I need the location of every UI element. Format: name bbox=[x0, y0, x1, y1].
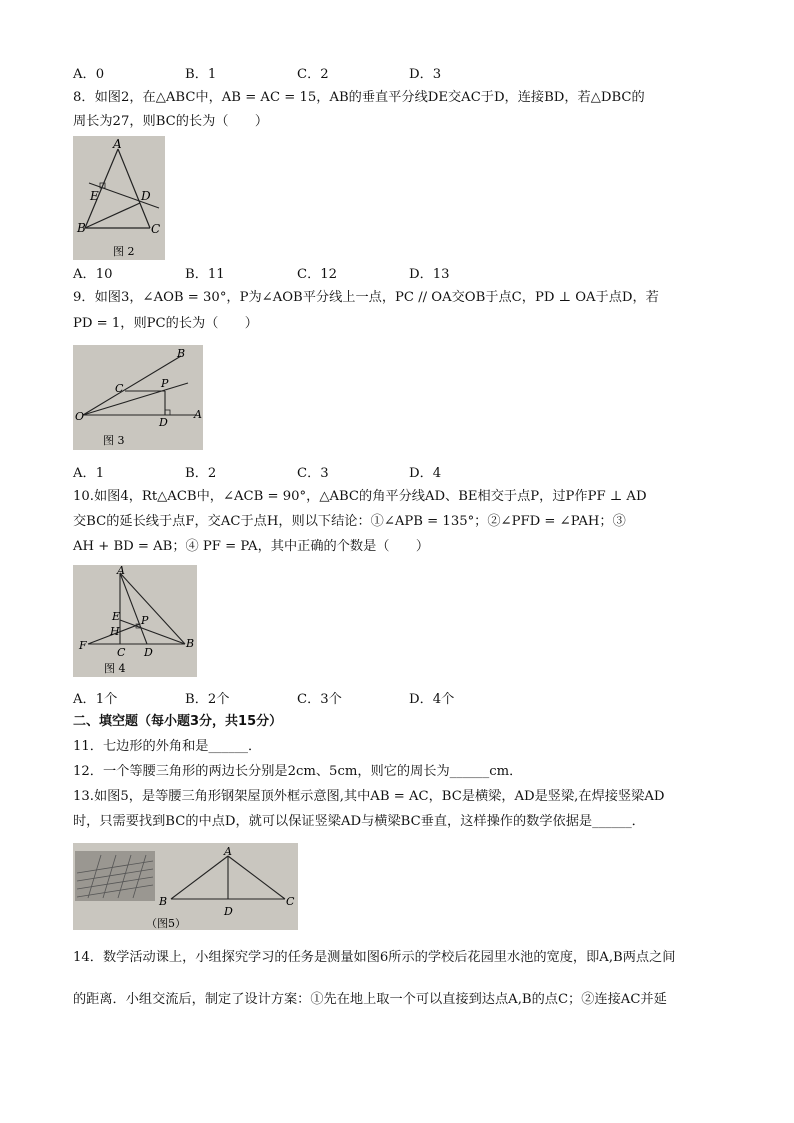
q14-stem-line2: 的距离．小组交流后，制定了设计方案：①先在地上取一个可以直接到达点A,B的点C；②连接AC并延 bbox=[73, 992, 667, 1007]
fig4-label-h: H bbox=[110, 625, 120, 638]
q10-stem-line3: AH + BD = AB；④ PF = PA，其中正确的个数是（ ） bbox=[73, 539, 430, 554]
q10-options bbox=[73, 688, 533, 708]
fig4-label-p: P bbox=[141, 614, 149, 627]
q8-stem-line1: 8．如图2，在△ABC中，AB = AC = 15，AB的垂直平分线DE交AC于D，连接BD，若△DBC的 bbox=[73, 90, 645, 105]
q9-stem-line1: 9．如图3，∠AOB = 30°，P为∠AOB平分线上一点，PC // OA交OB于点C，PD ⊥ OA于点D，若 bbox=[73, 290, 659, 305]
fig3-caption: 图 3 bbox=[103, 434, 125, 447]
fig5-label-d: D bbox=[224, 905, 233, 918]
q8-stem-line2: 周长为27，则BC的长为（ ） bbox=[73, 114, 269, 129]
fig4-label-b: B bbox=[186, 637, 195, 650]
fig5-label-b: B bbox=[159, 895, 168, 908]
fig3-label-d: D bbox=[159, 416, 168, 429]
q10-option-b: B．2个 bbox=[185, 692, 230, 707]
q8-options bbox=[73, 263, 533, 283]
section-2-title: 二、填空题（每小题3分，共15分） bbox=[73, 714, 283, 729]
q7-options bbox=[73, 63, 533, 83]
fig5-label-c: C bbox=[286, 895, 295, 908]
fig2-caption: 图 2 bbox=[113, 245, 135, 258]
fig3-label-o: O bbox=[75, 410, 85, 423]
fig4-label-e: E bbox=[112, 610, 121, 623]
q10-stem-line2: 交BC的延长线于点F，交AC于点H，则以下结论：①∠APB = 135°；②∠PFD = ∠PAH；③ bbox=[73, 514, 626, 529]
q10-stem-line1: 10.如图4，Rt△ACB中，∠ACB = 90°，△ABC的角平分线AD、BE相交于点P，过P作PF ⊥ AD bbox=[73, 489, 647, 504]
fig5-caption: （图5） bbox=[146, 917, 186, 930]
figure-2 bbox=[73, 136, 165, 260]
figure-5 bbox=[73, 843, 298, 930]
fig4-label-f: F bbox=[79, 639, 87, 652]
fig2-label-d: D bbox=[141, 189, 151, 203]
q9-option-d: D．4 bbox=[409, 466, 442, 481]
q13-stem-line1: 13.如图5，是等腰三角形钢架屋顶外框示意图,其中AB = AC，BC是横梁，AD是竖梁,在焊接竖梁AD bbox=[73, 789, 665, 804]
fig5-label-a: A bbox=[224, 845, 232, 858]
q7-option-b: B．1 bbox=[185, 67, 217, 82]
q13-stem-line2: 时，只需要找到BC的中点D，就可以保证竖梁AD与横梁BC垂直，这样操作的数学依据是______． bbox=[73, 814, 645, 829]
fig3-label-c: C bbox=[115, 382, 124, 395]
q9-stem-line2: PD = 1，则PC的长为（ ） bbox=[73, 316, 258, 331]
q7-option-a: A．0 bbox=[73, 67, 105, 82]
q8-option-b: B．11 bbox=[185, 267, 225, 282]
q10-option-d: D．4个 bbox=[409, 692, 455, 707]
q11-text: 11．七边形的外角和是______． bbox=[73, 739, 262, 754]
q8-option-c: C．12 bbox=[297, 267, 338, 282]
q9-option-a: A．1 bbox=[73, 466, 105, 481]
fig3-label-a: A bbox=[194, 408, 202, 421]
q7-option-d: D．3 bbox=[409, 67, 442, 82]
q7-option-c: C．2 bbox=[297, 67, 329, 82]
q8-option-a: A．10 bbox=[73, 267, 113, 282]
q14-stem-line1: 14．数学活动课上，小组探究学习的任务是测量如图6所示的学校后花园里水池的宽度，即A,B两点之间 bbox=[73, 950, 676, 965]
q8-option-d: D．13 bbox=[409, 267, 450, 282]
fig4-label-d: D bbox=[144, 646, 153, 659]
fig2-label-c: C bbox=[151, 222, 161, 236]
q9-options bbox=[73, 462, 533, 482]
q9-option-c: C．3 bbox=[297, 466, 329, 481]
fig2-label-b: B bbox=[77, 221, 86, 235]
fig4-label-c: C bbox=[117, 646, 126, 659]
q10-option-a: A．1个 bbox=[73, 692, 118, 707]
q10-option-c: C．3个 bbox=[297, 692, 342, 707]
fig4-label-a: A bbox=[117, 565, 125, 577]
fig2-label-a: A bbox=[113, 137, 122, 151]
fig2-label-e: E bbox=[90, 189, 99, 203]
figure-4 bbox=[73, 565, 197, 677]
fig3-label-b: B bbox=[177, 347, 186, 360]
fig4-caption: 图 4 bbox=[104, 662, 126, 675]
q9-option-b: B．2 bbox=[185, 466, 217, 481]
q12-text: 12．一个等腰三角形的两边长分别是2cm、5cm，则它的周长为______cm． bbox=[73, 764, 523, 779]
fig3-label-p: P bbox=[161, 377, 169, 390]
figure-3 bbox=[73, 345, 203, 450]
